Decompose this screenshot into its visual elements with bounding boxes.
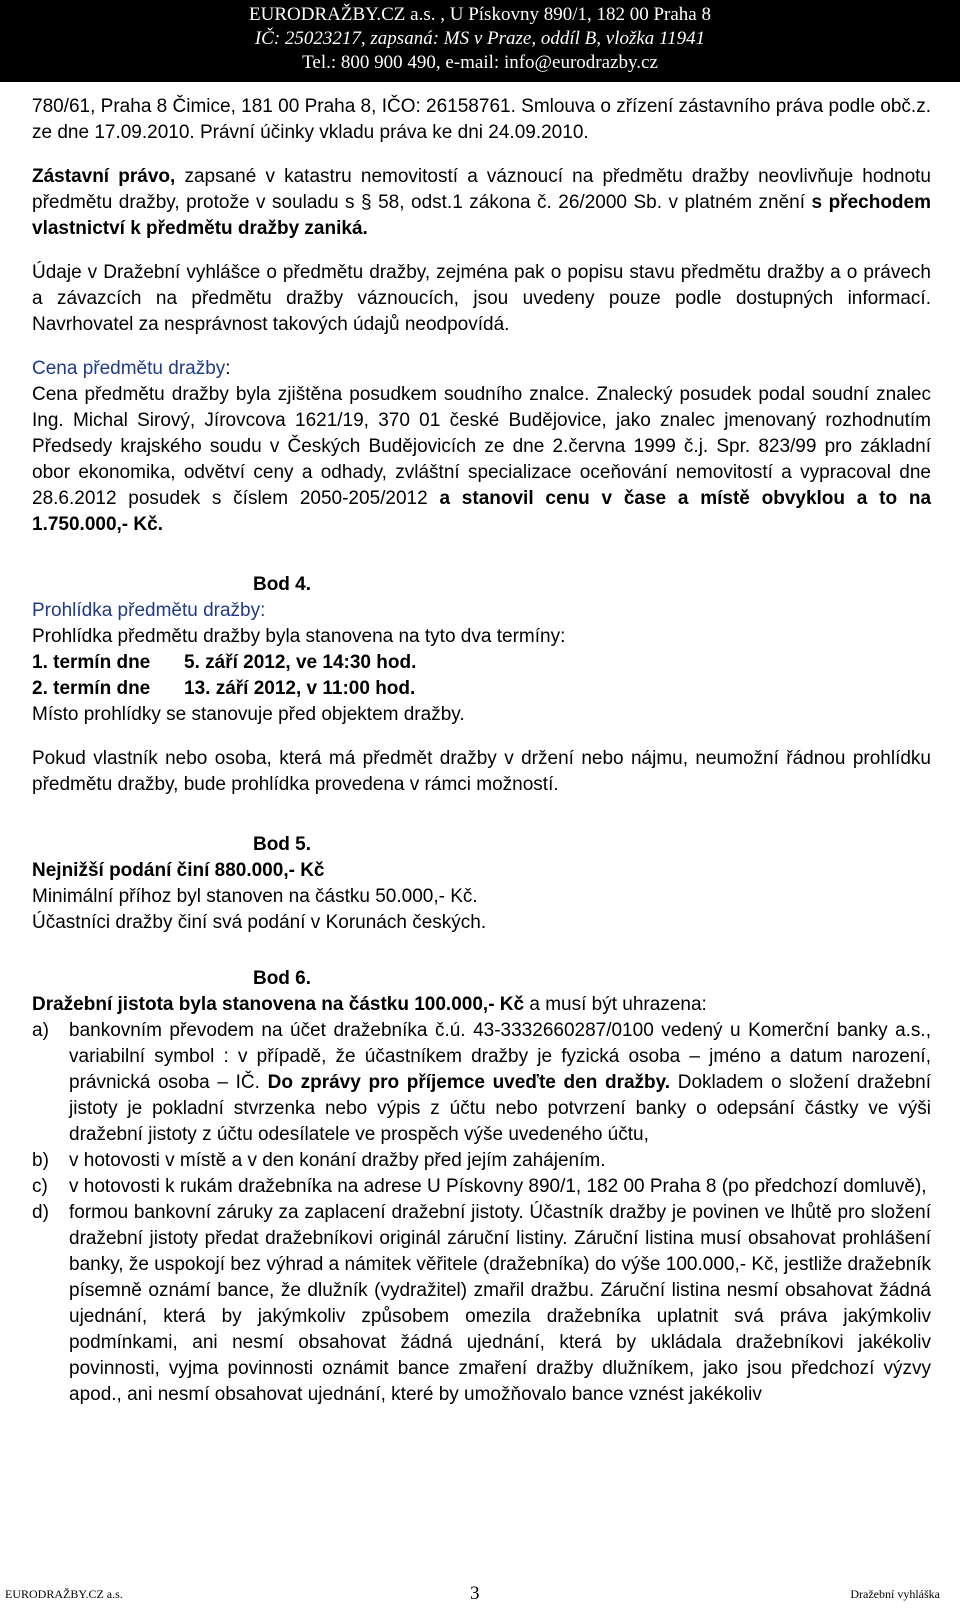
inspection-text: Prohlídka předmětu dražby byla stanovena na tyto dva termíny: <box>32 626 566 647</box>
letterhead <box>0 0 960 82</box>
letterhead-company: EURODRAŽBY.CZ a.s. , U Pískovny 890/1, 182 00 Praha 8 <box>249 4 711 25</box>
section-heading-bod6: Bod 6. <box>252 968 312 989</box>
list-item <box>32 1174 931 1200</box>
term-2-value: 13. září 2012, v 11:00 hod. <box>184 678 416 699</box>
currency-note: Účastníci dražby činí svá podání v Korunách českých. <box>32 912 487 933</box>
price-amount: a stanovil cenu v čase a místě obvyklou a to na 1.750.000,- Kč. <box>32 488 932 535</box>
list-item-text: v hotovosti v místě a v den konání dražby před jejím zahájením. <box>69 1150 606 1171</box>
inspection-term-1 <box>32 650 931 676</box>
list-item <box>32 1018 931 1148</box>
list-item-bold-part: Do zprávy pro příjemce uveďte den dražby. <box>267 1072 671 1093</box>
inspection-place: Místo prohlídky se stanovuje před objektem dražby. <box>32 704 465 725</box>
inspection-term-2 <box>32 676 931 702</box>
document-body <box>32 94 931 1408</box>
term-1-label: 1. termín dne <box>32 652 151 673</box>
letterhead-contact: Tel.: 800 900 490, e-mail: info@eurodrazby.cz <box>302 52 658 73</box>
paragraph-data-disclaimer: Údaje v Dražební vyhlášce o předmětu dražby, zejména pak o popisu stavu předmětu dražby a o právech a závazcích na předmětu dražby váznoucích, jsou uvedeny pouze podle dostupných informací. Navrhovatel za nesprávnost takových údajů neodpovídá. <box>32 262 931 335</box>
page-footer <box>0 1580 960 1609</box>
footer-document-title: Dražební vyhláška <box>850 1587 940 1601</box>
list-item-text: v hotovosti k rukám dražebníka na adrese U Pískovny 890/1, 182 00 Praha 8 (po předchozí domluvě), <box>69 1176 927 1197</box>
price-heading-line <box>32 356 931 382</box>
pledge-right-text: zapsané v katastru nemovitostí a váznoucí na předmětu dražby neovlivňuje hodnotu předmětu dražby, protože v souladu s § 58, odst.1 zákona č. 26/2000 Sb. v platném znění <box>32 166 931 213</box>
minimum-increment: Minimální příhoz byl stanoven na částku 50.000,- Kč. <box>32 886 478 907</box>
list-item-label: d) <box>32 1202 49 1223</box>
inspection-note: Pokud vlastník nebo osoba, která má předmět dražby v držení nebo nájmu, neumožní řádnou prohlídku předmětu dražby, bude prohlídka provedena v rámci možností. <box>32 748 931 795</box>
deposit-line <box>32 992 931 1018</box>
price-heading-colon: : <box>225 358 231 379</box>
list-item-label: c) <box>32 1176 48 1197</box>
letterhead-registration: IČ: 25023217, zapsaná: MS v Praze, oddíl B, vložka 11941 <box>254 28 706 49</box>
page-number: 3 <box>470 1583 480 1604</box>
list-item-label: b) <box>32 1150 49 1171</box>
section-heading-bod5: Bod 5. <box>252 834 312 855</box>
term-2-label: 2. termín dne <box>32 678 151 699</box>
list-item-text <box>69 1018 931 1148</box>
deposit-amount: Dražební jistota byla stanovena na částku 100.000,- Kč <box>32 994 525 1015</box>
list-item-label: a) <box>32 1020 49 1041</box>
paragraph-pledge-right <box>32 164 931 242</box>
list-item <box>32 1200 931 1408</box>
term-1-value: 5. září 2012, ve 14:30 hod. <box>184 652 417 673</box>
deposit-text: a musí být uhrazena: <box>524 994 707 1015</box>
pledge-right-conclusion: s přechodem vlastnictví k předmětu dražby zaniká. <box>32 192 931 239</box>
price-text: Cena předmětu dražby byla zjištěna posudkem soudního znalce. Znalecký posudek podal soudní znalec Ing. Michal Sirový, Jírovcova 1621/19, 370 01 české Budějovice, jako znalec jmenovaný rozhodnutím Předsedy krajského soudu v Českých Budějovicích ze dne 2.června 1999 č.j. Spr. 823/99 pro základní obor ekonomika, odvětví ceny a odhady, zvláštní specializace oceňování nemovitostí a vypracoval dne 28.6.2012 posudek s číslem 2050-205/2012 <box>32 384 931 509</box>
list-item-text: formou bankovní záruky za zaplacení dražební jistoty. Účastník dražby je povinen ve lhůtě pro složení dražební jistoty předat dražebníkovi originál záruční listiny. Záruční listina musí obsahovat prohlášení banky, že uspokojí bez výhrad a námitek věřitele (dražebníka) do výše 100.000,- Kč, jestliže dražebník písemně oznámí bance, že dlužník (vydražitel) zmařil dražbu. Záruční listina nesmí obsahovat žádná ujednání, která by jakýmkoliv způsobem omezila dražebníka uplatnit svá práva jakýmkoliv podmínkami, ani nesmí obsahovat žádná ujednání, která by ukládala dražebníkovi jakékoliv povinnosti, vyjma povinnosti oznámit bance zmaření dražby dlužníkem, jako jsou předchozí výzvy apod., ani nesmí obsahovat ujednání, které by umožňovalo bance vznést jakékoliv <box>69 1202 931 1405</box>
paragraph-pledge-contract: 780/61, Praha 8 Čimice, 181 00 Praha 8, IČO: 26158761. Smlouva o zřízení zástavního práva podle obč.z. ze dne 17.09.2010. Právní účinky vkladu práva ke dni 24.09.2010. <box>32 96 931 143</box>
footer-company: EURODRAŽBY.CZ a.s. <box>5 1587 123 1601</box>
paragraph-price <box>32 382 931 538</box>
minimum-bid: Nejnižší podání činí 880.000,- Kč <box>32 860 325 881</box>
list-item-text-part: bankovním převodem na účet dražebníka č.ú. 43-3332660287/0100 vedený u Komerční banky a.s., variabilní symbol : v případě, že účastníkem dražby je fyzická osoba – jméno a datum narození, právnická osoba – IČ. <box>69 1020 931 1093</box>
inspection-heading: Prohlídka předmětu dražby: <box>32 600 266 621</box>
list-item-text-part-2: Dokladem o složení dražební jistoty je pokladní stvrzenka nebo výpis z účtu nebo potvrzení banky o odepsání částky ve výši dražební jistoty z účtu odesílatele ve prospěch výše uvedeného účtu, <box>69 1072 931 1145</box>
price-heading: Cena předmětu dražby <box>32 358 226 379</box>
list-item <box>32 1148 931 1174</box>
pledge-right-heading: Zástavní právo, <box>32 166 176 187</box>
section-heading-bod4: Bod 4. <box>252 574 312 595</box>
